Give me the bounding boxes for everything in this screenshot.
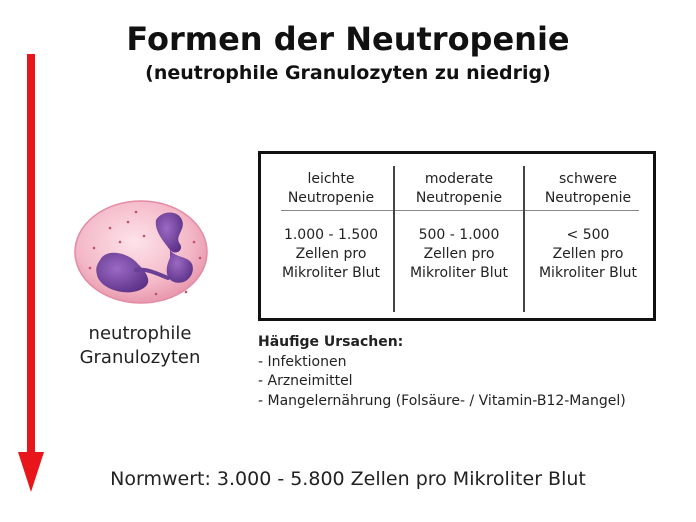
- down-arrow-icon: [16, 54, 46, 494]
- table-header-cell: [394, 170, 524, 208]
- value-text: 500 - 1.000: [418, 227, 500, 243]
- normal-value-text: Normwert: 3.000 - 5.800 Zellen pro Mikroliter Blut: [110, 468, 586, 490]
- list-item: - Arzneimittel: [258, 373, 353, 389]
- value-text: Mikroliter Blut: [409, 265, 509, 281]
- value-text: < 500: [566, 227, 610, 243]
- list-item: - Infektionen: [258, 353, 347, 370]
- value-text: Zellen pro: [295, 246, 367, 262]
- header-text: leichte: [307, 171, 355, 187]
- table-header-cell: [524, 170, 652, 208]
- neutrophil-cell-icon: [70, 198, 212, 306]
- page-title: Formen der Neutropenie: [126, 20, 570, 58]
- table-header-cell: [267, 170, 395, 208]
- header-text: schwere: [559, 171, 617, 187]
- table-value-cell: [394, 226, 524, 283]
- header-text: moderate: [424, 171, 494, 187]
- table-header-divider: [281, 210, 639, 211]
- table-value-cell: [524, 226, 652, 283]
- cell-label-line2: Granulozyten: [79, 347, 201, 368]
- header-text: Neutropenie: [415, 190, 503, 206]
- value-text: 1.000 - 1.500: [283, 227, 379, 243]
- page-subtitle: (neutrophile Granulozyten zu niedrig): [145, 62, 551, 84]
- header-text: Neutropenie: [544, 190, 632, 206]
- header-text: Neutropenie: [287, 190, 375, 206]
- cell-label: [60, 322, 220, 370]
- value-text: Mikroliter Blut: [538, 265, 638, 281]
- causes-heading: Häufige Ursachen:: [258, 334, 404, 350]
- table-value-cell: [267, 226, 395, 283]
- causes-list: [258, 333, 626, 411]
- value-text: Mikroliter Blut: [281, 265, 381, 281]
- list-item: - Mangelernährung (Folsäure- / Vitamin-B12-Mangel): [258, 392, 626, 409]
- value-text: Zellen pro: [423, 246, 495, 262]
- value-text: Zellen pro: [552, 246, 624, 262]
- cell-label-line1: neutrophile: [88, 323, 192, 344]
- severity-table: [258, 151, 656, 321]
